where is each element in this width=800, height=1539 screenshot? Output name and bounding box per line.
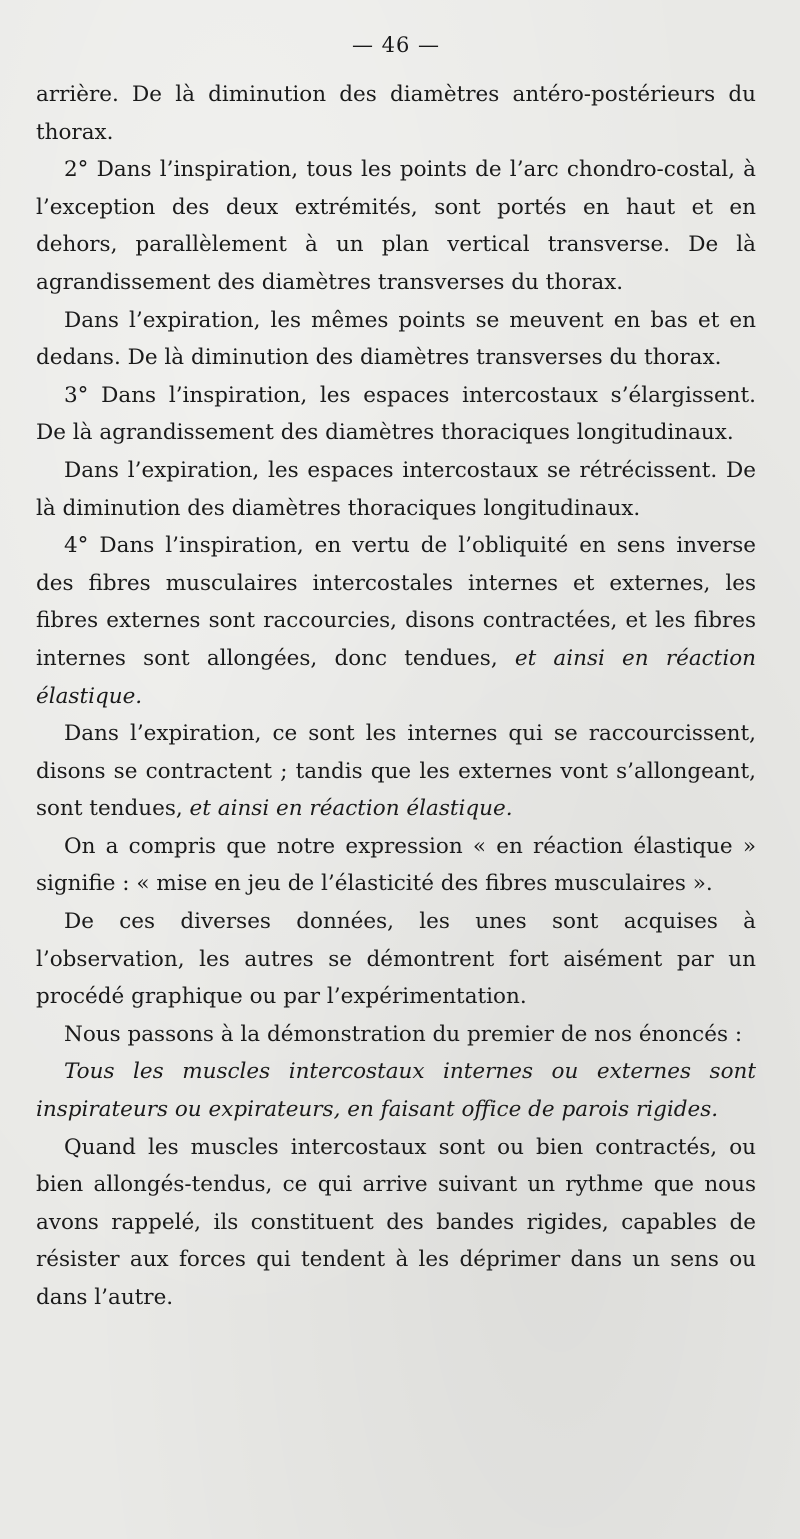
paragraph-definition: On a compris que notre expression « en réaction élastique » signifie : « mise en jeu de l’élasticité des fibres musculaires ». [36, 833, 756, 897]
paragraph-rigid-bands: Quand les muscles intercostaux sont ou bien contractés, ou bien allongés-tendus, ce qui arrive suivant un rythme que nous avons rappelé, ils constituent des bandes rigides, capables de résister aux forces qui tendent à les déprimer dans un sens ou dans l’autre. [36, 1134, 756, 1310]
paragraph-point-4-italic: et ainsi en réaction élastique. [36, 645, 756, 709]
paragraph-point-4-text: 4° Dans l’inspiration, en vertu de l’obliquité en sens inverse des fibres musculaires intercostales internes et externes, les fibres externes sont raccourcies, disons contractées, et les fibres internes sont allongées, donc tendues, [36, 533, 756, 671]
paragraph-expiration-4-italic: et ainsi en réaction élastique. [189, 796, 513, 822]
paragraph-expiration-4 [36, 715, 756, 828]
paragraph-demonstration-intro: Nous passons à la démonstration du premier de nos énoncés : [64, 1021, 743, 1047]
italic-statement: Tous les muscles intercostaux internes ou externes sont inspirateurs ou expirateurs, en faisant office de parois rigides. [36, 1059, 756, 1123]
paragraph-expiration-4-text: Dans l’expiration, ce sont les internes qui se raccourcissent, disons se contractent ; tandis que les externes vont s’allongeant, sont tendues, [36, 721, 756, 822]
body-text [36, 76, 756, 1317]
paragraph-observations: De ces diverses données, les unes sont acquises à l’observation, les autres se démontrent fort aisément par un procédé graphique ou par l’expérimentation. [36, 909, 756, 1010]
page-number: — 46 — [351, 33, 441, 57]
paragraph-expiration-2: Dans l’expiration, les mêmes points se meuvent en bas et en dedans. De là diminution des diamètres transverses du thorax. [36, 307, 756, 371]
paragraph-expiration-3: Dans l’expiration, les espaces intercostaux se rétrécissent. De là diminution des diamètres thoraciques longitudinaux. [36, 457, 756, 521]
paragraph-point-3: 3° Dans l’inspiration, les espaces intercostaux s’élargissent. De là agrandissement des diamètres thoraciques longitudinaux. [36, 382, 756, 446]
paragraph-point-2: 2° Dans l’inspiration, tous les points de l’arc chondro-costal, à l’exception des deux extrémités, sont portés en haut et en dehors, parallèlement à un plan vertical transverse. De là agrandissement des diamètres transverses du thorax. [36, 157, 756, 295]
paragraph-point-4 [36, 527, 756, 715]
paragraph-continuation: arrière. De là diminution des diamètres antéro-postérieurs du thorax. [36, 82, 756, 145]
